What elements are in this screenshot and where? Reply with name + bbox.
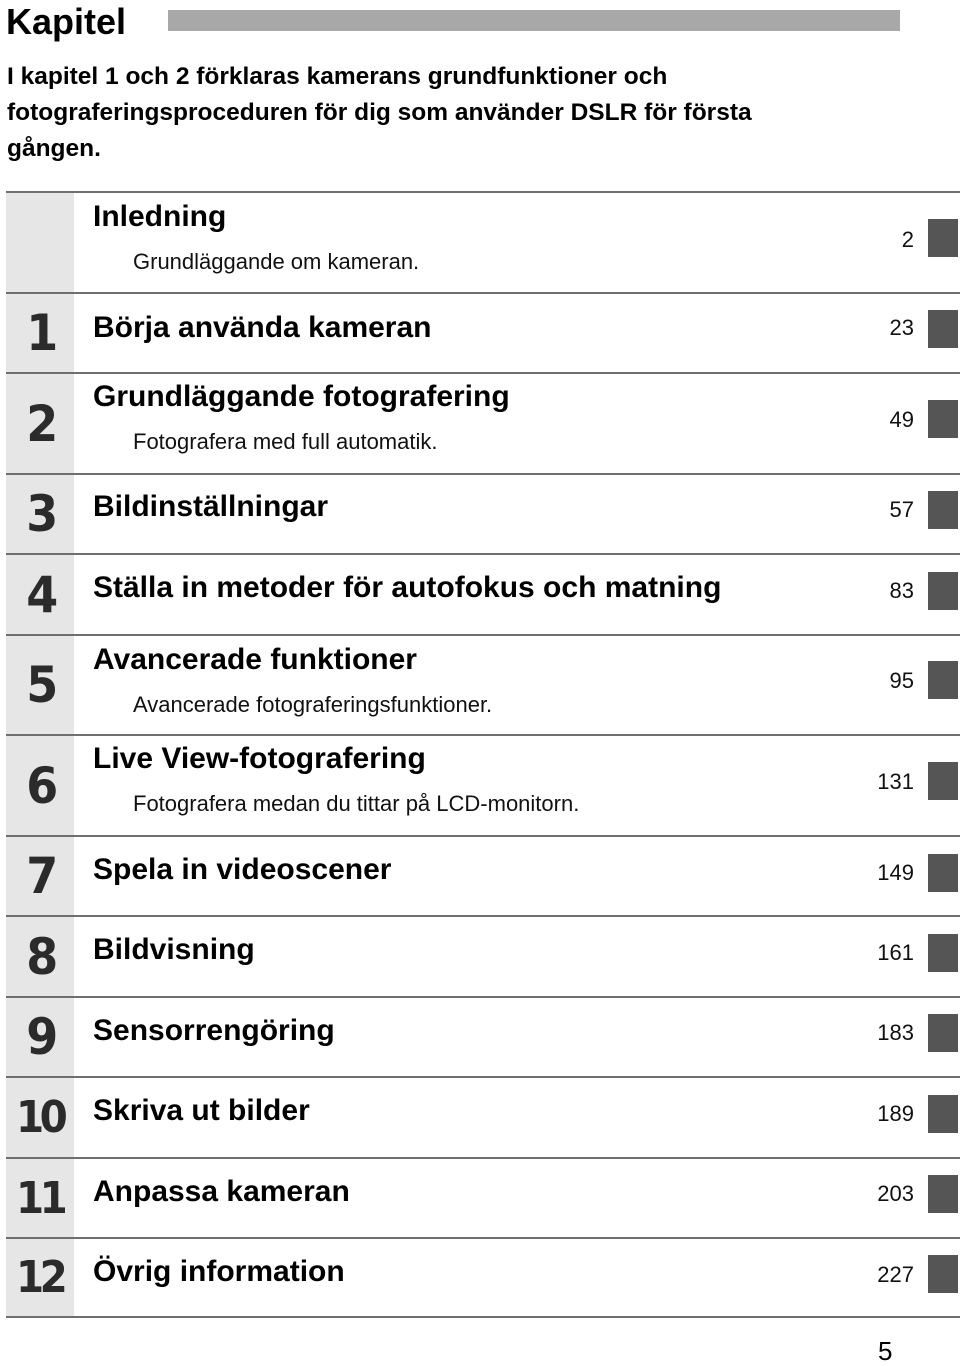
page-number[interactable]: 57 [889,497,914,522]
chapter-title[interactable]: Grundläggande fotografering [93,380,510,413]
toc-row-chapter-1[interactable] [6,292,960,372]
chapter-title[interactable]: Bildinställningar [93,490,329,523]
chapter-title[interactable]: Skriva ut bilder [93,1094,310,1127]
chapter-number-cell [6,1159,74,1237]
chapter-number-cell [6,998,74,1076]
chapter-title[interactable]: Sensorrengöring [93,1014,335,1047]
chapter-subtitle: Avancerade fotograferingsfunktioner. [133,692,493,717]
chapter-number: 7 [25,847,55,905]
chapter-number: 6 [25,756,55,815]
toc-row-chapter-6[interactable] [6,734,960,835]
chapter-subtitle: Fotografera medan du tittar på LCD-monitorn. [133,791,580,816]
chapter-tab-marker [928,310,958,348]
chapter-tab-marker [928,491,958,529]
chapter-number-cell [6,1078,74,1157]
intro-line-1: I kapitel 1 och 2 förklaras kamerans grundfunktioner och [7,63,668,90]
chapter-title[interactable]: Avancerade funktioner [93,643,417,676]
intro-line-3: gången. [7,135,101,162]
page-number[interactable]: 227 [877,1262,914,1287]
chapter-number-cell [6,636,74,734]
chapter-number: 3 [25,485,55,543]
page-number[interactable]: 183 [877,1020,914,1045]
page-number[interactable]: 161 [877,940,914,965]
toc-row-chapter-5[interactable] [6,634,960,734]
toc-row-chapter-9[interactable] [6,996,960,1076]
page-number[interactable]: 23 [889,315,914,340]
chapter-number: 5 [25,656,55,714]
chapter-tab-marker [928,400,958,438]
page-number[interactable]: 95 [889,668,914,693]
intro-paragraph [7,59,907,167]
chapter-tab-marker [928,934,958,972]
toc-row-chapter-7[interactable] [6,835,960,915]
chapter-title[interactable]: Ställa in metoder för autofokus och matning [93,571,722,604]
chapter-number: 10 [16,1092,64,1143]
toc-row-chapter-2[interactable] [6,372,960,473]
toc-row-chapter-11[interactable] [6,1157,960,1237]
chapter-number-cell [6,374,74,473]
page-number[interactable]: 49 [889,407,914,432]
page-number[interactable]: 203 [877,1181,914,1206]
chapter-number-cell [6,193,74,292]
chapter-number: 4 [25,565,55,624]
chapter-tab-marker [928,854,958,892]
chapter-tab-marker [928,762,958,800]
chapter-number: 1 [25,304,55,362]
chapter-number-cell [6,1239,74,1316]
page-number[interactable]: 131 [877,769,914,794]
chapter-tab-marker [928,1095,958,1133]
page-title: Kapitel [6,1,127,42]
header-bar [168,10,900,31]
chapter-tab-marker [928,1175,958,1213]
chapter-title[interactable]: Övrig information [93,1255,345,1288]
chapter-number: 8 [25,927,55,986]
chapter-tab-marker [928,1014,958,1052]
toc-row-chapter-10[interactable] [6,1076,960,1157]
table-of-contents [6,191,960,1318]
page-number[interactable]: 83 [889,578,914,603]
page-number[interactable]: 189 [877,1101,914,1126]
chapter-tab-marker [928,572,958,610]
chapter-number-cell [6,475,74,553]
intro-line-2: fotograferingsproceduren för dig som använder DSLR för första [7,99,752,126]
chapter-subtitle: Grundläggande om kameran. [133,249,420,274]
chapter-number-cell [6,917,74,996]
chapter-title[interactable]: Bildvisning [93,933,255,966]
chapter-title[interactable]: Börja använda kameran [93,311,432,344]
toc-row-chapter-3[interactable] [6,473,960,553]
chapter-number-cell [6,736,74,835]
chapter-number-cell [6,837,74,915]
chapter-title[interactable]: Inledning [93,200,227,233]
chapter-title[interactable]: Anpassa kameran [93,1175,350,1208]
toc-row-introduction[interactable] [6,191,960,292]
chapter-title[interactable]: Spela in videoscener [93,853,392,886]
chapter-subtitle: Fotografera med full automatik. [133,429,438,454]
chapter-number-cell [6,555,74,634]
toc-row-chapter-12[interactable] [6,1237,960,1318]
page-number[interactable]: 149 [877,860,914,885]
chapter-tab-marker [928,661,958,699]
chapter-number: 12 [16,1252,64,1303]
chapter-number: 2 [25,394,55,453]
chapter-number: 11 [16,1172,64,1224]
footer-page-number: 5 [878,1336,893,1366]
chapter-tab-marker [928,219,958,257]
chapter-number-cell [6,294,74,372]
chapter-number: 9 [25,1008,55,1066]
page-header [0,0,960,48]
toc-row-chapter-4[interactable] [6,553,960,634]
page-number[interactable]: 2 [901,227,914,252]
chapter-title[interactable]: Live View-fotografering [93,742,426,775]
toc-row-chapter-8[interactable] [6,915,960,996]
chapter-tab-marker [928,1255,958,1293]
